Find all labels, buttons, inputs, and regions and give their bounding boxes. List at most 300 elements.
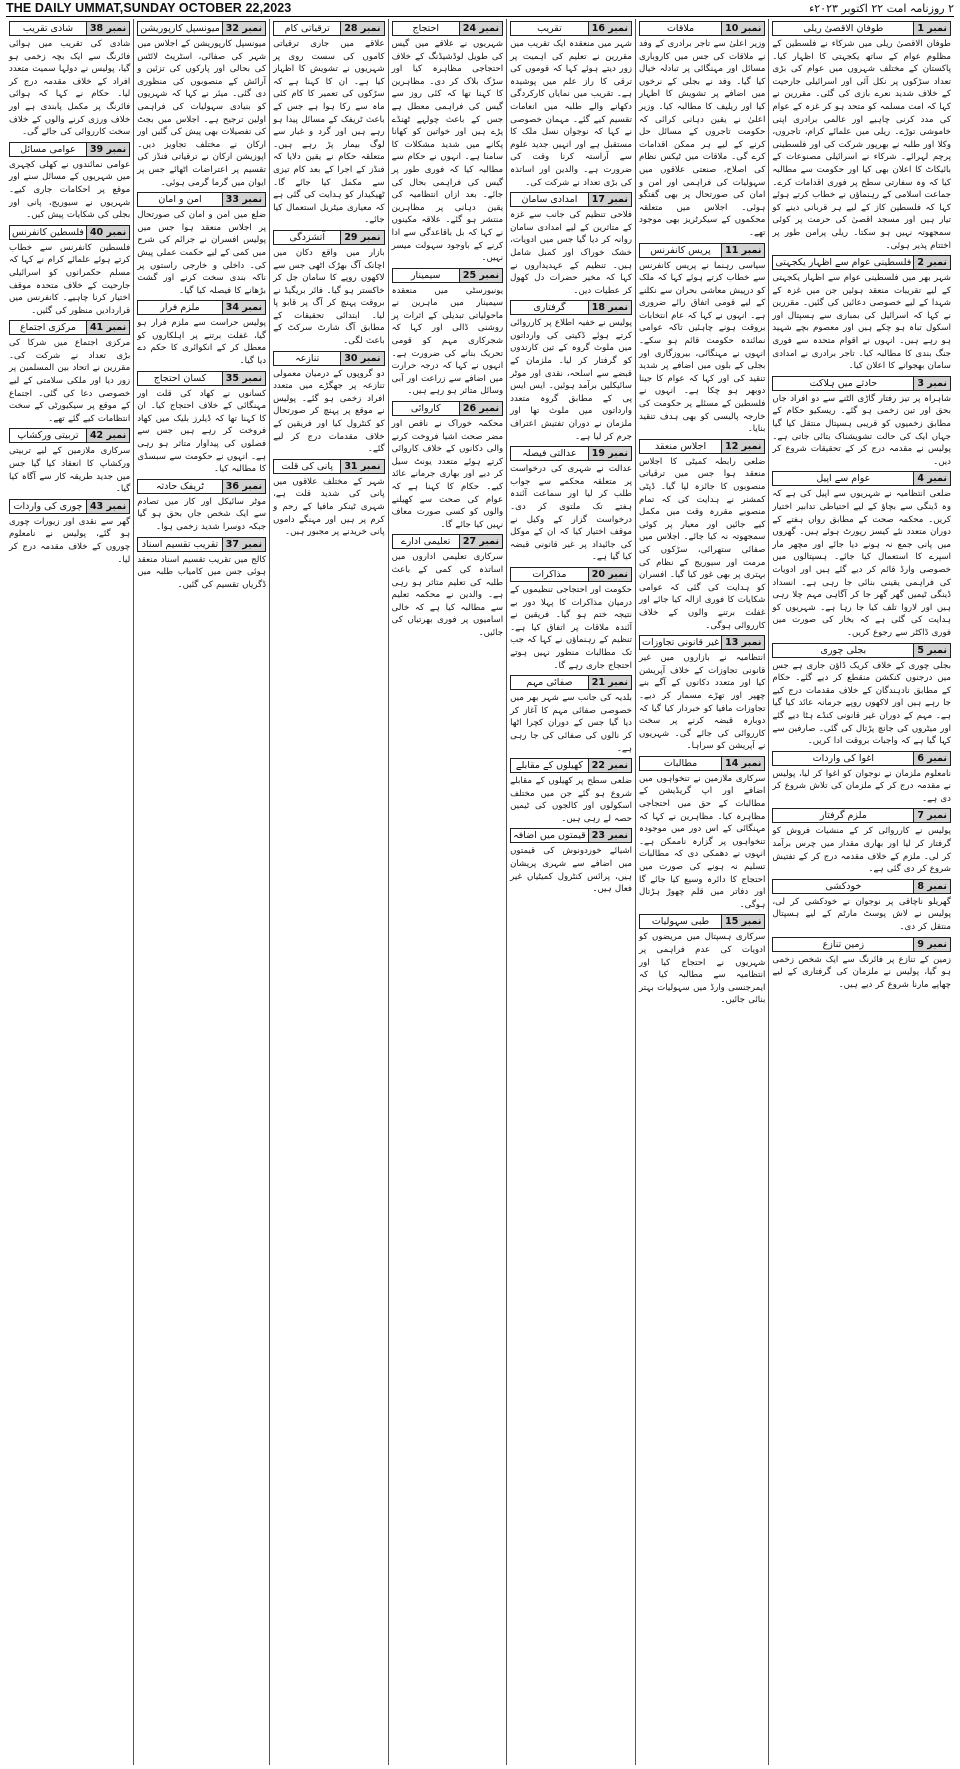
news-item-number-value: 8 xyxy=(917,880,924,892)
news-item-heading xyxy=(639,243,765,258)
news-item-body: محکمہ خوراک نے ناقص اور مضر صحت اشیا فروخت کرنے والی دکانوں کے خلاف کاروائی کرتے ہوئے متعدد یونٹ سیل کر دیے اور بھاری جرمانے عائد کیے۔ حکام کا کہنا ہے کہ عوام کی صحت سے کھیلنے والوں کو کسی صورت معاف نہیں کیا جائے گا۔ xyxy=(391,419,504,530)
news-item-number-value: 5 xyxy=(917,644,924,656)
news-item-title: کاروائی xyxy=(410,403,441,415)
news-item xyxy=(639,21,765,240)
news-item-number-value: 28 xyxy=(344,23,358,34)
news-item xyxy=(9,320,130,425)
news-item-heading xyxy=(639,756,765,771)
news-item-title: تنازعہ xyxy=(295,352,320,364)
news-item-number-value: 26 xyxy=(462,403,477,415)
news-item-number-prefix: نمبر xyxy=(927,938,947,950)
news-item-body: حکومت اور احتجاجی تنظیموں کے درمیان مذاکرات کا پہلا دور بے نتیجہ ختم ہو گیا۔ فریقین نے آئندہ ملاقات پر اتفاق کیا ہے۔ تنظیم کے رہنماؤں نے کہا کہ جب تک مطالبات منظور نہیں ہوتے احتجاج جاری رہے گا۔ xyxy=(510,584,632,671)
news-column xyxy=(269,19,388,1765)
news-item-number-value: 40 xyxy=(89,226,104,238)
news-item xyxy=(772,255,951,373)
news-item-number xyxy=(86,321,129,334)
news-item-heading xyxy=(639,635,765,650)
news-item-body: سرکاری ملازمین نے تنخواہوں میں اضافے اور اپ گریڈیشن کے مطالبات کے حق میں احتجاجی مظاہرہ کیا۔ مظاہرین نے کہا کہ مہنگائی کے اس دور میں موجودہ تنخواہوں پر گزارہ ناممکن ہے۔ انہوں نے دھمکی دی کہ مطالبات تسلیم نہ ہونے کی صورت میں احتجاج کا دائرہ وسیع کیا جائے گا اور دفاتر میں قلم چھوڑ ہڑتال ہوگی۔ xyxy=(639,773,766,910)
news-item-number xyxy=(86,429,129,442)
news-item xyxy=(392,534,504,639)
news-item-body: سیاسی رہنما نے پریس کانفرنس سے خطاب کرتے ہوئے کہا کہ ملک کو درپیش معاشی بحران سے نکلنے کے لیے قومی اتفاق رائے ضروری ہے۔ انہوں نے کہا کہ عام انتخابات بروقت ہونے چاہئیں تاکہ عوامی نمائندہ حکومت قائم ہو سکے۔ انہوں نے مہنگائی، بیروزگاری اور بجلی کے بلوں میں اضافے پر شدید تنقید کی اور کہا کہ عوام کا جینا دوبھر ہو چکا ہے۔ انہوں نے فلسطین کے مسئلے پر حکومت کی خارجہ پالیسی کو بھی ہدف تنقید بنایا۔ xyxy=(639,260,766,435)
news-item xyxy=(392,21,504,265)
news-item-number xyxy=(86,22,129,35)
news-item-number-value: 2 xyxy=(917,257,924,269)
news-item-heading xyxy=(9,21,130,36)
masthead-urdu-date: ۲ روزنامہ امت ۲۲ اکتوبر ۲۰۲۳ء xyxy=(809,1,954,15)
news-item-number-prefix: نمبر xyxy=(608,448,628,460)
news-item-heading xyxy=(510,758,632,773)
news-item-number xyxy=(913,377,950,390)
news-item-number-value: 38 xyxy=(89,23,104,34)
news-item-body: عدالت نے شہری کی درخواست پر متعلقہ محکمے سے جواب طلب کر لیا اور سماعت آئندہ ہفتے تک ملتوی کر دی۔ درخواست گزار کے وکیل نے موقف اختیار کیا کہ ان کے موکل کی جائیداد پر غیر قانونی قبضہ کیا گیا ہے۔ xyxy=(510,464,632,563)
news-item-heading xyxy=(273,351,385,366)
news-item-body: انتظامیہ نے بازاروں میں غیر قانونی تجاوزات کے خلاف آپریشن کیا اور متعدد دکانوں کے آگے بنے چھپر اور تھڑے مسمار کر دیے۔ تجاوزات مافیا کو خبردار کیا گیا کہ دوبارہ قبضہ کرنے پر سخت کارروائی کی جائے گی۔ شہریوں نے آپریشن کو سراہا۔ xyxy=(639,653,766,752)
news-item xyxy=(9,21,130,139)
news-item-number-prefix: نمبر xyxy=(242,480,263,492)
news-item-number-value: 35 xyxy=(225,372,240,384)
news-item-body: کالج میں تقریب تقسیم اسناد منعقد ہوئی جس میں کامیاب طلبہ میں ڈگریاں تقسیم کی گئیں۔ xyxy=(137,554,267,590)
news-item-number-prefix: نمبر xyxy=(927,257,947,269)
news-item-number xyxy=(913,256,950,269)
news-item-heading xyxy=(392,534,504,549)
news-item-title: شادی تقریب xyxy=(22,23,74,34)
news-item-number-prefix: نمبر xyxy=(242,538,263,550)
news-item-heading xyxy=(9,142,130,157)
news-item-number xyxy=(721,244,764,257)
news-item-number-prefix: نمبر xyxy=(741,757,762,769)
news-item-number-prefix: نمبر xyxy=(360,23,381,34)
news-item-heading xyxy=(392,21,504,36)
news-item-number-value: 43 xyxy=(89,500,104,512)
news-item xyxy=(9,142,130,222)
news-item xyxy=(510,446,632,564)
news-item-body: گھریلو ناچاقی پر نوجوان نے خودکشی کر لی، پولیس نے لاش پوسٹ مارٹم کے لیے ہسپتال منتقل کر دی۔ xyxy=(772,896,951,933)
news-item-number-value: 6 xyxy=(917,752,924,764)
news-column xyxy=(506,19,635,1765)
masthead xyxy=(6,0,954,17)
news-item-number-prefix: نمبر xyxy=(608,760,628,772)
news-item-heading xyxy=(772,21,951,36)
news-item-title: امن و امان xyxy=(158,194,202,206)
news-item-title: ملزم گرفتار xyxy=(819,810,867,822)
news-item-title: بجلی چوری xyxy=(820,644,867,656)
news-item-number xyxy=(913,472,950,485)
news-item-title: پانی کی قلت xyxy=(281,460,333,472)
news-item-number xyxy=(459,269,502,282)
news-item-number-prefix: نمبر xyxy=(608,830,628,842)
news-item-heading xyxy=(510,446,632,461)
news-item-title: حادثے میں ہلاکت xyxy=(809,377,878,389)
news-item-number xyxy=(721,636,764,649)
news-item xyxy=(273,351,385,456)
news-column xyxy=(635,19,768,1765)
news-item-heading xyxy=(510,675,632,690)
news-item-number-value: 17 xyxy=(591,194,605,206)
news-item-title: پریس کانفرنس xyxy=(650,244,711,256)
news-item-body: عوامی نمائندوں نے کھلی کچہری میں شہریوں کے مسائل سنے اور موقع پر احکامات جاری کیے۔ شہریوں نے سیوریج، پانی اور بجلی کی شکایات پیش کیں۔ xyxy=(9,159,131,221)
news-item-number-value: 21 xyxy=(591,677,605,689)
news-item-title: آتشزدگی xyxy=(289,231,326,243)
news-item-title: امدادی سامان xyxy=(521,194,578,206)
news-item-number-value: 24 xyxy=(462,23,477,34)
news-item-number-value: 23 xyxy=(591,830,605,842)
news-item-number-value: 30 xyxy=(344,352,358,364)
news-item-body: بجلی چوری کے خلاف کریک ڈاؤن جاری ہے جس میں درجنوں کنکشن منقطع کر دیے گئے۔ حکام کے مطابق نادہندگان کے خلاف مقدمات درج کیے جا رہے ہیں اور لاکھوں روپے جرمانہ عائد کیا گیا ہے۔ مہم کے دوران غیر قانونی کنڈے ہٹا دیے گئے اور میٹروں کی جانچ پڑتال کی گئی۔ صارفین سے کہا گیا ہے کہ واجبات بروقت ادا کریں۔ xyxy=(772,660,951,747)
news-item-number-value: 34 xyxy=(225,302,240,314)
news-item xyxy=(772,643,951,748)
news-item-number xyxy=(913,880,950,893)
news-item xyxy=(772,376,951,469)
news-item xyxy=(273,459,385,539)
news-item-heading xyxy=(639,914,765,929)
news-item-heading xyxy=(273,21,385,36)
news-item-number-prefix: نمبر xyxy=(242,302,263,314)
news-item-number-prefix: نمبر xyxy=(741,23,762,34)
news-item-number-prefix: نمبر xyxy=(741,244,762,256)
news-item-title: گرفتاری xyxy=(533,302,566,314)
news-item-title: ملاقات xyxy=(666,23,695,34)
news-item-body: سرکاری ملازمین کے لیے تربیتی ورکشاپ کا انعقاد کیا گیا جس میں جدید طریقہ کار سے آگاہ کیا گیا۔ xyxy=(9,446,131,495)
news-item-number-prefix: نمبر xyxy=(741,440,762,452)
news-item-number xyxy=(340,352,383,365)
news-item-body: موٹر سائیکل اور کار میں تصادم سے ایک شخص جاں بحق ہو گیا جبکہ دوسرا شدید زخمی ہوا۔ xyxy=(137,496,267,532)
news-item-body: شہر کے مختلف علاقوں میں پانی کی شدید قلت ہے، شہری ٹینکر مافیا کے رحم و کرم پر ہیں اور مہنگے داموں پانی خریدنے پر مجبور ہیں۔ xyxy=(273,476,385,538)
news-item-body: ضلعی سطح پر کھیلوں کے مقابلے شروع ہو گئے جن میں مختلف اسکولوں اور کالجوں کی ٹیمیں حصہ لے رہی ہیں۔ xyxy=(510,776,632,824)
news-item-body: بلدیہ کی جانب سے شہر بھر میں خصوصی صفائی مہم کا آغاز کر دیا گیا جس کے دوران کچرا اٹھا کر نالوں کی صفائی کی جا رہی ہے۔ xyxy=(510,693,632,754)
news-item-number-prefix: نمبر xyxy=(242,23,263,34)
news-item xyxy=(392,401,504,531)
news-item xyxy=(772,808,951,875)
news-item-number-prefix: نمبر xyxy=(927,644,947,656)
news-item-title: تربیتی ورکشاپ xyxy=(17,430,79,442)
news-item-number-value: 9 xyxy=(917,938,924,950)
news-item-number xyxy=(913,938,950,951)
news-item-title: سیمینار xyxy=(410,269,441,281)
news-item-body: شہریوں نے علاقے میں گیس کی طویل لوڈشیڈنگ کے خلاف احتجاجی مظاہرہ کیا اور سڑک بلاک کر دی۔ مظاہرین کا کہنا تھا کہ کئی روز سے گیس کی فراہمی معطل ہے جس کے باعث چولہے ٹھنڈے پڑے ہیں اور خواتین کو کھانا پکانے میں شدید مشکلات کا سامنا ہے۔ انہوں نے حکام سے مطالبہ کیا کہ فوری طور پر گیس کی فراہمی بحال کی جائے۔ بعد ازاں انتظامیہ کی یقین دہانی پر مظاہرین منتشر ہو گئے۔ علاقہ مکینوں نے کہا کہ بل باقاعدگی سے ادا کرنے کے باوجود سہولت میسر نہیں۔ xyxy=(391,39,504,264)
news-item-body: زمین کے تنازع پر فائرنگ سے ایک شخص زخمی ہو گیا، پولیس نے ملزمان کی گرفتاری کے لیے چھاپے مارنا شروع کر دیے ہیں۔ xyxy=(772,954,951,990)
news-item-heading xyxy=(639,439,765,454)
news-item-heading xyxy=(392,268,504,283)
news-item-number xyxy=(222,372,265,385)
news-item-body: علاقے میں جاری ترقیاتی کاموں کی سست روی پر شہریوں نے تشویش کا اظہار کیا ہے۔ ان کا کہنا ہے کہ سڑکوں کی تعمیر کا کام کئی ماہ سے رکا ہوا ہے جس کے باعث ٹریفک کے مسائل پیدا ہو رہے ہیں اور گرد و غبار سے لوگ بیمار پڑ رہے ہیں۔ متعلقہ حکام نے یقین دلایا کہ فنڈز کے اجرا کے بعد کام تیزی سے مکمل کیا جائے گا۔ ٹھیکیدار کو ہدایت کی گئی ہے کہ معیاری میٹریل استعمال کیا جائے۔ xyxy=(273,39,385,226)
news-item-number-value: 20 xyxy=(591,568,605,580)
news-item-body: میونسپل کارپوریشن کے اجلاس میں شہر کی صفائی، اسٹریٹ لائٹس کی بحالی اور پارکوں کی تزئین و آرائش کے منصوبوں کی منظوری دی گئی۔ میئر نے کہا کہ شہریوں کو بنیادی سہولیات کی فراہمی اولین ترجیح ہے۔ اجلاس میں بجٹ کی تفصیلات بھی پیش کی گئیں اور ارکان نے مختلف تجاویز دیں۔ اپوزیشن ارکان نے ترقیاتی فنڈز کی تقسیم پر اعتراضات اٹھائے جس پر ایوان میں گرما گرمی ہوئی۔ xyxy=(137,39,267,188)
news-item-number-value: 31 xyxy=(344,460,358,472)
news-item-number-value: 33 xyxy=(225,194,240,206)
news-item-heading xyxy=(772,643,951,658)
news-item-number-prefix: نمبر xyxy=(360,231,381,243)
news-item-number xyxy=(222,193,265,206)
news-item-title: طبی سہولیات xyxy=(651,916,710,928)
news-item xyxy=(137,300,266,367)
news-item-body: پولیس حراست سے ملزم فرار ہو گیا، غفلت برتنے پر اہلکاروں کو معطل کر کے انکوائری کا حکم دے دیا گیا۔ xyxy=(137,318,267,367)
news-item-body: وزیر اعلیٰ سے تاجر برادری کے وفد نے ملاقات کی جس میں کاروباری مسائل اور مہنگائی پر تبادلہ خیال کیا گیا۔ وفد نے بجلی کے نرخوں میں اضافے پر تشویش کا اظہار کیا اور ریلیف کا مطالبہ کیا۔ وزیر اعلیٰ نے یقین دہانی کرائی کہ حکومت تاجروں کے مسائل حل کرنے کے لیے ہر ممکن اقدامات کرے گی۔ ملاقات میں ٹیکس نظام کی اصلاح، صنعتی علاقوں میں سہولیات کی فراہمی اور امن و امان کی صورتحال پر بھی گفتگو ہوئی۔ اجلاس میں متعلقہ محکموں کے سیکرٹریز بھی موجود تھے۔ xyxy=(639,39,766,238)
news-item-title: زمین تنازع xyxy=(822,938,865,950)
news-item-number xyxy=(222,538,265,551)
news-item-number-value: 37 xyxy=(225,538,240,550)
news-item xyxy=(9,428,130,495)
news-item-heading xyxy=(9,428,130,443)
news-item-heading xyxy=(772,937,951,952)
news-item xyxy=(510,675,632,755)
news-item-heading xyxy=(137,479,266,494)
news-item-title: فلسطینی عوام سے اظہار یکجہتی xyxy=(775,257,912,269)
news-item-heading xyxy=(392,401,504,416)
news-item xyxy=(137,21,266,189)
news-item-number-prefix: نمبر xyxy=(608,23,628,34)
news-item-title: کھیلوں کے مقابلے xyxy=(515,760,583,772)
news-item-title: غیر قانونی تجاوزات xyxy=(642,637,720,649)
news-item-number-value: 22 xyxy=(591,760,605,772)
news-item-heading xyxy=(510,192,632,207)
news-item-number-prefix: نمبر xyxy=(927,377,947,389)
news-item-heading xyxy=(137,371,266,386)
news-item-title: عوامی مسائل xyxy=(20,143,76,155)
news-item-body: گھر سے نقدی اور زیورات چوری ہو گئے، پولیس نے نامعلوم چوروں کے خلاف مقدمہ درج کر لیا۔ xyxy=(9,516,131,565)
news-item-number xyxy=(721,915,764,928)
news-item xyxy=(137,479,266,534)
news-item-number-value: 13 xyxy=(725,637,739,649)
news-item-body: شاہراہ پر تیز رفتار گاڑی الٹنے سے دو افراد جاں بحق اور تین زخمی ہو گئے۔ ریسکیو حکام کے مطابق زخمیوں کو قریبی ہسپتال منتقل کیا گیا جہاں ایک کی حالت تشویشناک بتائی جاتی ہے۔ پولیس نے مقدمہ درج کر کے تحقیقات شروع کر دیں۔ xyxy=(772,393,951,467)
masthead-english-title: THE DAILY UMMAT,SUNDAY OCTOBER 22,2023 xyxy=(6,1,292,15)
news-item xyxy=(137,371,266,476)
news-item-number-prefix: نمبر xyxy=(106,430,127,442)
news-item-body: طوفان الاقصیٰ ریلی میں شرکاء نے فلسطین کے مظلوم عوام کے ساتھ یکجہتی کا اظہار کیا۔ پاکستان کے مختلف شہروں میں عوام کی بڑی تعداد سڑکوں پر نکل آئی اور اسرائیلی جارحیت کے خلاف شدید نعرے بازی کی گئی۔ مقررین نے کہا کہ امت مسلمہ کو متحد ہو کر غزہ کے عوام کی مدد کرنی چاہیے اور عالمی برادری اپنی خاموشی توڑے۔ ریلی میں علمائے کرام، تاجروں، وکلا اور طلبہ نے بھرپور شرکت کی اور فلسطینی پرچم لہرائے۔ شرکاء نے اسرائیلی مصنوعات کے بائیکاٹ کا اعلان بھی کیا اور حکومت سے مطالبہ کیا کہ وہ سفارتی سطح پر فوری اقدامات کرے۔ جماعت اسلامی کے رہنماؤں نے خطاب کرتے ہوئے کہا کہ فلسطین کاز کے لیے ہر قربانی دینے کو تیار ہیں اور مسجد اقصیٰ کی حرمت پر کوئی سمجھوتہ نہیں ہو سکتا۔ ریلی پرامن طور پر اختتام پذیر ہوئی۔ xyxy=(772,39,951,251)
news-item-heading xyxy=(9,225,130,240)
news-item-number-value: 36 xyxy=(225,480,240,492)
news-item xyxy=(510,192,632,297)
news-item-number-prefix: نمبر xyxy=(608,568,628,580)
news-item-title: کسان احتجاج xyxy=(153,372,207,384)
news-item-title: قیمتوں میں اضافہ xyxy=(513,830,586,842)
news-item-number xyxy=(913,752,950,765)
news-item-title: ترقیاتی کام xyxy=(284,23,330,34)
news-column xyxy=(388,19,507,1765)
news-item xyxy=(772,879,951,934)
news-item-body: دو گروپوں کے درمیان معمولی تنازعہ پر جھگڑے میں متعدد افراد زخمی ہو گئے۔ پولیس نے موقع پر پہنچ کر صورتحال کو کنٹرول کیا اور فریقین کے خلاف مقدمات درج کر لیے گئے۔ xyxy=(273,368,385,455)
news-item-title: مرکزی اجتماع xyxy=(19,322,76,334)
news-item-number-value: 1 xyxy=(917,23,924,34)
news-item-number-prefix: نمبر xyxy=(741,916,762,928)
news-item-number-prefix: نمبر xyxy=(242,194,263,206)
news-columns xyxy=(6,19,954,1765)
news-item-title: اجلاس منعقد xyxy=(654,440,707,452)
news-item-number-value: 41 xyxy=(89,322,104,334)
news-item-heading xyxy=(9,320,130,335)
news-item-number-value: 25 xyxy=(462,269,477,281)
news-item-body: ضلعی انتظامیہ نے شہریوں سے اپیل کی ہے کہ وہ ڈینگی سے بچاؤ کے لیے احتیاطی تدابیر اختیار کریں۔ محکمہ صحت کے مطابق رواں ہفتے کے دوران متعدد نئے کیسز رپورٹ ہوئے ہیں۔ گھروں میں پانی جمع نہ ہونے دیا جائے اور مچھر مار اسپرے کا استعمال کیا جائے۔ ہسپتالوں میں خصوصی وارڈ قائم کر دیے گئے ہیں اور ادویات کی فراہمی یقینی بنائی جا رہی ہے۔ انسداد ڈینگی ٹیمیں گھر گھر جا کر آگاہی مہم چلا رہی ہیں اور لاروا تلف کیا جا رہا ہے۔ شہریوں کو ہدایت کی گئی ہے کہ بخار کی صورت میں فوری ڈاکٹر سے رجوع کریں۔ xyxy=(772,489,951,638)
news-item-number-value: 32 xyxy=(225,23,240,34)
news-item-number xyxy=(340,460,383,473)
news-item xyxy=(510,828,632,895)
news-item-number xyxy=(721,22,764,35)
news-item-number-value: 29 xyxy=(344,231,358,243)
news-item-number-prefix: نمبر xyxy=(927,810,947,822)
news-item-number xyxy=(340,231,383,244)
news-item-number-prefix: نمبر xyxy=(927,880,947,892)
news-item-heading xyxy=(510,828,632,843)
news-item-number-prefix: نمبر xyxy=(479,403,500,415)
news-item-body: فلسطین کانفرنس سے خطاب کرتے ہوئے علمائے کرام نے کہا کہ مسلم حکمرانوں کو اسرائیلی جارحیت کے خلاف متحدہ موقف اختیار کرنا چاہیے۔ کانفرنس میں قراردادیں منظور کی گئیں۔ xyxy=(9,242,131,316)
news-item-number xyxy=(459,535,502,548)
news-item-body: سرکاری ہسپتال میں مریضوں کو ادویات کی عدم فراہمی پر شہریوں نے احتجاج کیا اور انتظامیہ سے مطالبہ کیا کہ ایمرجنسی وارڈ میں سہولیات بہتر بنائی جائیں۔ xyxy=(639,932,766,1006)
news-item-number xyxy=(588,759,631,772)
news-item-number-value: 11 xyxy=(725,244,739,256)
news-item-heading xyxy=(510,300,632,315)
news-item-number xyxy=(588,447,631,460)
news-item-body: یونیورسٹی میں منعقدہ سیمینار میں ماہرین نے ماحولیاتی تبدیلی کے اثرات پر روشنی ڈالی اور کہا کہ شجرکاری مہم کو قومی تحریک بنانے کی ضرورت ہے۔ انہوں نے کہا کہ درجہ حرارت میں اضافے سے زراعت اور آبی وسائل متاثر ہو رہے ہیں۔ xyxy=(391,285,504,397)
news-item-heading xyxy=(137,537,266,552)
news-item-number-prefix: نمبر xyxy=(927,473,947,485)
news-item-number xyxy=(86,500,129,513)
news-item-title: عوام سے اپیل xyxy=(816,473,871,485)
news-item xyxy=(510,758,632,825)
news-item-body: شہر بھر میں فلسطینی عوام سے اظہار یکجہتی کے لیے تقریبات منعقد ہوئیں جن میں غزہ کے شہدا کے لیے خصوصی دعائیں کی گئیں۔ مقررین نے کہا کہ اسرائیل کی بمباری سے ہسپتال اور اسکول تباہ ہو چکے ہیں اور معصوم بچے شہید ہو رہے ہیں۔ انہوں نے اقوام متحدہ سے فوری جنگ بندی کا مطالبہ کیا۔ تاجر برادری نے امدادی سامان بھجوانے کا اعلان کیا۔ xyxy=(772,273,951,372)
news-item-number-value: 42 xyxy=(89,430,104,442)
news-item-body: بازار میں واقع دکان میں اچانک آگ بھڑک اٹھی جس سے لاکھوں روپے کا سامان جل کر خاکستر ہو گیا۔ فائر بریگیڈ نے بروقت پہنچ کر آگ پر قابو پا لیا۔ ابتدائی تحقیقات کے مطابق آگ شارٹ سرکٹ کے باعث لگی۔ xyxy=(273,247,385,347)
news-item-number xyxy=(340,22,383,35)
news-item-number xyxy=(913,644,950,657)
news-column xyxy=(768,19,954,1765)
news-item-title: احتجاج xyxy=(412,23,439,34)
news-item-number xyxy=(721,440,764,453)
news-item-number-prefix: نمبر xyxy=(106,322,127,334)
news-item-number xyxy=(588,193,631,206)
news-item-number xyxy=(86,226,129,239)
news-item-body: شہر میں منعقدہ ایک تقریب میں مقررین نے تعلیم کی اہمیت پر زور دیتے ہوئے کہا کہ قوموں کی ترقی کا راز علم میں پوشیدہ ہے۔ تقریب میں نمایاں کارکردگی دکھانے والے طلبہ میں انعامات تقسیم کیے گئے۔ مہمان خصوصی نے کہا کہ نوجوان نسل ملک کا مستقبل ہے اور انہیں جدید علوم سے آراستہ کرنا وقت کی ضرورت ہے۔ والدین اور اساتذہ کی بڑی تعداد نے شرکت کی۔ xyxy=(510,39,632,188)
news-item xyxy=(510,567,632,672)
news-item-body: کسانوں نے کھاد کی قلت اور مہنگائی کے خلاف احتجاج کیا۔ ان کا کہنا تھا کہ ڈیلرز بلیک میں کھاد فروخت کر رہے ہیں جس سے فصلوں کی پیداوار متاثر ہو رہی ہے۔ انہوں نے حکومت سے سبسڈی کا مطالبہ کیا۔ xyxy=(137,388,267,475)
news-item-number-prefix: نمبر xyxy=(106,500,127,512)
news-item-heading xyxy=(137,300,266,315)
news-item-number-prefix: نمبر xyxy=(741,637,762,649)
news-item-number-prefix: نمبر xyxy=(360,460,381,472)
news-item-heading xyxy=(9,499,130,514)
news-item-heading xyxy=(510,21,632,36)
news-item-number xyxy=(222,480,265,493)
news-item-number-prefix: نمبر xyxy=(927,23,947,34)
news-item-title: ٹریفک حادثہ xyxy=(155,480,205,492)
news-item-title: صفائی مہم xyxy=(526,677,573,689)
news-item-number-prefix: نمبر xyxy=(927,752,947,764)
news-item-number xyxy=(86,143,129,156)
news-item-body: مرکزی اجتماع میں شرکا کی بڑی تعداد نے شرکت کی۔ مقررین نے اتحاد بین المسلمین پر زور دیا اور ملکی سلامتی کے لیے خصوصی دعا کی گئی۔ اجتماع کے موقع پر سیکیورٹی کے سخت انتظامات کیے گئے تھے۔ xyxy=(9,338,131,424)
news-item-title: خودکشی xyxy=(825,880,862,892)
news-item-heading xyxy=(510,567,632,582)
news-item-number-value: 39 xyxy=(89,143,104,155)
news-item-title: تعلیمی ادارے xyxy=(401,536,451,548)
news-item xyxy=(510,300,632,443)
news-item-number-prefix: نمبر xyxy=(608,677,628,689)
news-item-number-value: 12 xyxy=(725,440,739,452)
news-item-number-value: 16 xyxy=(591,23,605,34)
news-item-number-value: 10 xyxy=(725,23,739,34)
news-item-title: چوری کی واردات xyxy=(13,500,83,512)
news-item-number xyxy=(721,757,764,770)
news-item-title: طوفان الاقصیٰ ریلی xyxy=(803,23,884,34)
news-item-number-value: 15 xyxy=(725,916,739,928)
news-item-heading xyxy=(772,879,951,894)
news-item-title: تقریب xyxy=(537,23,562,34)
news-item xyxy=(639,756,765,912)
news-item-number-prefix: نمبر xyxy=(106,23,127,34)
news-item-number xyxy=(588,829,631,842)
news-column xyxy=(6,19,133,1765)
news-item-number-value: 4 xyxy=(917,473,924,485)
news-item-title: عدالتی فیصلہ xyxy=(522,448,577,460)
news-item-number-value: 7 xyxy=(917,810,924,822)
news-item xyxy=(9,499,130,566)
news-item xyxy=(639,243,765,436)
news-item-heading xyxy=(772,808,951,823)
news-item-number-prefix: نمبر xyxy=(360,352,381,364)
news-item-title: مطالبات xyxy=(663,757,698,769)
news-item-heading xyxy=(772,376,951,391)
news-item-number-prefix: نمبر xyxy=(479,536,500,548)
news-item xyxy=(772,751,951,806)
news-item-body: ضلعی رابطہ کمیٹی کا اجلاس منعقد ہوا جس میں ترقیاتی منصوبوں کا جائزہ لیا گیا۔ ڈپٹی کمشنر نے ہدایت کی کہ تمام منصوبے مقررہ وقت میں مکمل کیے جائیں اور معیار پر کوئی سمجھوتہ نہ کیا جائے۔ اجلاس میں صفائی ستھرائی، سڑکوں کی مرمت اور سیوریج کے نظام کی بہتری پر بھی غور کیا گیا۔ افسران کو ہدایت کی گئی کہ عوامی شکایات کا فوری ازالہ کیا جائے اور غفلت برتنے والوں کے خلاف کارروائی ہوگی۔ xyxy=(639,456,766,631)
news-item-number-prefix: نمبر xyxy=(242,372,263,384)
news-item xyxy=(392,268,504,398)
news-item-body: سرکاری تعلیمی اداروں میں اساتذہ کی کمی کے باعث طلبہ کی تعلیم متاثر ہو رہی ہے۔ والدین نے محکمہ تعلیم سے مطالبہ کیا ہے کہ خالی اسامیوں پر فوری بھرتیاں کی جائیں۔ xyxy=(391,552,504,638)
news-item-number-value: 18 xyxy=(591,302,605,314)
news-item-heading xyxy=(137,192,266,207)
news-item-number-value: 3 xyxy=(917,377,924,389)
news-item-heading xyxy=(772,255,951,270)
news-item-heading xyxy=(772,751,951,766)
news-item-title: ملزم فرار xyxy=(160,302,200,314)
news-item-number xyxy=(913,22,950,35)
news-item-number xyxy=(913,809,950,822)
news-item-number xyxy=(459,402,502,415)
news-item-body: شادی کی تقریب میں ہوائی فائرنگ سے ایک بچہ زخمی ہو گیا، پولیس نے دولہا سمیت متعدد افراد کے خلاف مقدمہ درج کر لیا۔ حکام نے کہا کہ ہوائی فائرنگ پر مکمل پابندی ہے اور خلاف ورزی کرنے والوں کے خلاف سخت کارروائی کی جائے گی۔ xyxy=(9,39,131,138)
news-item xyxy=(772,471,951,639)
news-item xyxy=(772,937,951,992)
news-item-title: تقریب تقسیم اسناد xyxy=(141,538,219,550)
news-item-body: اشیائے خوردونوش کی قیمتوں میں اضافے سے شہری پریشان ہیں، پرائس کنٹرول کمیٹیاں غیر فعال ہیں۔ xyxy=(510,846,632,895)
news-item xyxy=(273,230,385,348)
news-item-heading xyxy=(273,230,385,245)
news-item-number xyxy=(588,676,631,689)
news-item-body: نامعلوم ملزمان نے نوجوان کو اغوا کر لیا، پولیس نے مقدمہ درج کر کے ملزمان کی تلاش شروع کر دی ہے۔ xyxy=(772,768,951,804)
news-item-number-prefix: نمبر xyxy=(106,143,127,155)
news-item-number xyxy=(459,22,502,35)
news-item-title: فلسطین کانفرنس xyxy=(12,226,84,238)
news-item-title: اغوا کی واردات xyxy=(812,752,874,764)
news-item-number xyxy=(588,22,631,35)
news-item xyxy=(9,225,130,318)
news-item-number-value: 14 xyxy=(725,757,739,769)
news-item-number xyxy=(588,568,631,581)
news-item-number-prefix: نمبر xyxy=(106,226,127,238)
news-item-number-prefix: نمبر xyxy=(608,302,628,314)
news-item-number xyxy=(588,301,631,314)
news-item-number-value: 19 xyxy=(591,448,605,460)
news-item-title: میونسپل کارپوریشن xyxy=(140,23,220,34)
news-column xyxy=(133,19,269,1765)
news-item xyxy=(639,635,765,753)
news-item-heading xyxy=(772,471,951,486)
news-item-heading xyxy=(273,459,385,474)
news-item xyxy=(639,914,765,1007)
news-item-number-value: 27 xyxy=(462,536,477,548)
news-item xyxy=(137,537,266,592)
news-item xyxy=(137,192,266,297)
news-item-number-prefix: نمبر xyxy=(479,269,500,281)
news-item-title: مذاکرات xyxy=(532,568,567,580)
news-item-heading xyxy=(639,21,765,36)
news-item-body: ضلع میں امن و امان کی صورتحال پر اجلاس منعقد ہوا جس میں پولیس افسران نے جرائم کی شرح میں کمی کے لیے حکمت عملی پیش کی۔ داخلی و خارجی راستوں پر ناکہ بندی سخت کرنے اور گشت بڑھانے کا فیصلہ کیا گیا۔ xyxy=(137,210,267,296)
